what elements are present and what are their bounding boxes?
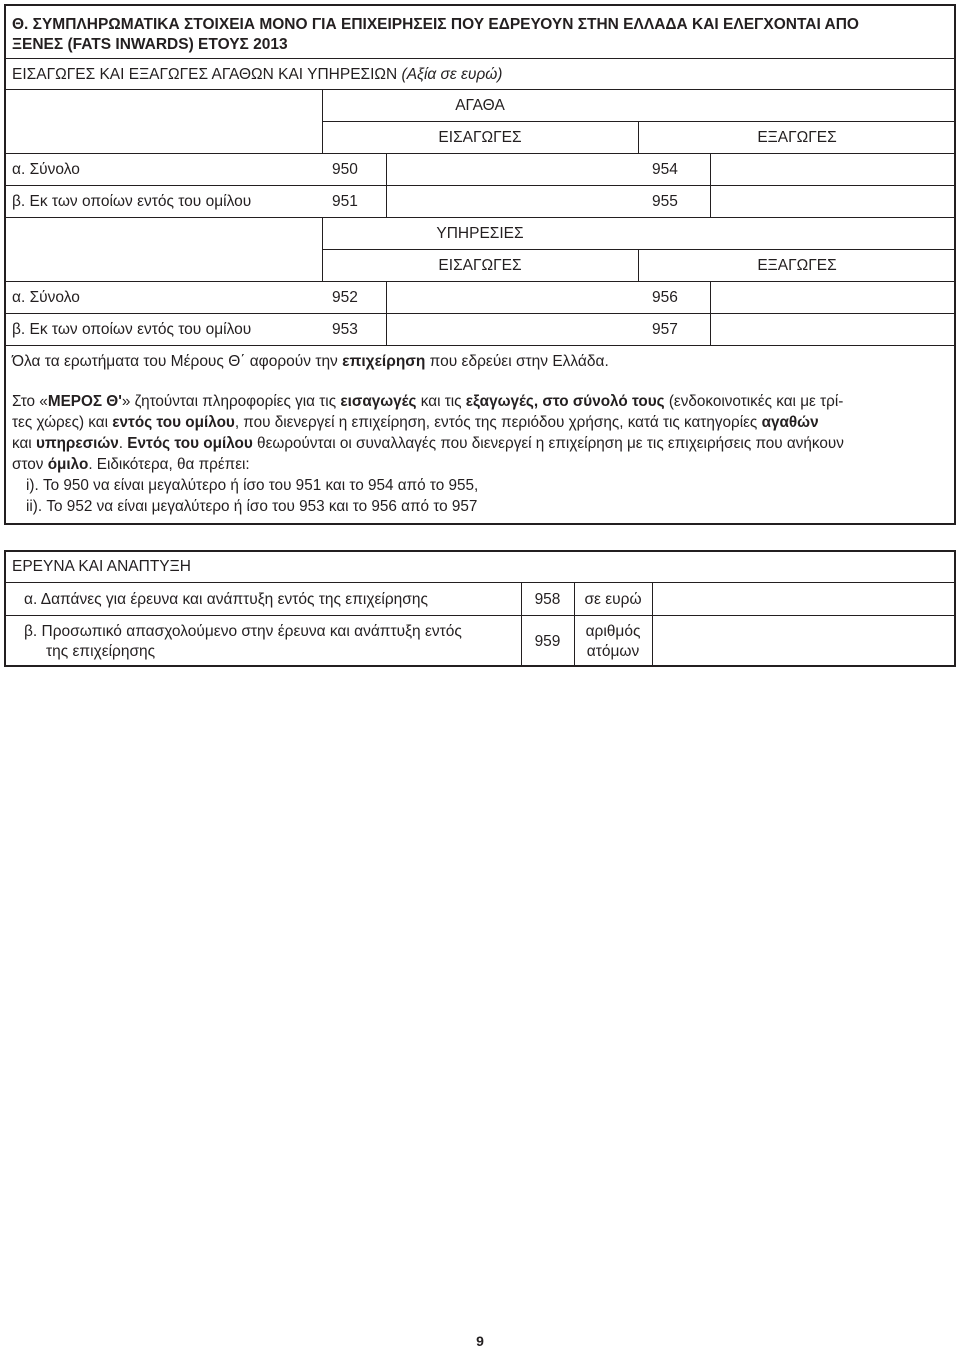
instructions-paragraph: Στο «ΜΕΡΟΣ Θ'» ζητούνται πληροφορίες για τις εισαγωγές και τις εξαγωγές, στο σύνολό τους (ενδοκοινοτικές και με τρί- τες χώρες) και εντός του ομίλου, που διενεργεί η επιχείρηση, εντός της περιόδου χρήσης, κατά τις κατηγορίες αγαθών και υπηρεσιών. Εντός του ομίλου θεωρούνται οι συναλλαγές που διενεργεί η επιχείρηση με τις επιχειρήσεις που ανήκουν στον όμιλο. Ειδικότερα, θα πρέπει: i). Το 950 να είναι μεγαλύτερο ή ίσο του 951 και το 954 από το 955, ii). Το 952 να είναι μεγαλύτερο ή ίσο του 953 και το 956 από το 957 [12, 391, 954, 517]
rnd-expenditure-input[interactable] [653, 583, 954, 615]
section-title-line1: Θ. ΣΥΜΠΛΗΡΩΜΑΤΙΚΑ ΣΤΟΙΧΕΙΑ ΜΟΝΟ ΓΙΑ ΕΠΙΧΕΙΡΗΣΕΙΣ ΠΟΥ ΕΔΡΕΥΟΥΝ ΣΤΗΝ ΕΛΛΑΔΑ ΚΑΙ ΕΛΕΓΧΟΝΤΑΙ ΑΠΟ [12, 16, 859, 33]
services-imports-label: ΕΙΣΑΓΩΓΕΣ [438, 257, 522, 274]
goods-row-group-import-code: 951 [332, 193, 358, 210]
goods-total-exports-input[interactable] [711, 154, 954, 185]
services-total-exports-input[interactable] [711, 282, 954, 313]
goods-row-total-import-code: 950 [332, 161, 358, 178]
rnd-row-a-label: α. Δαπάνες για έρευνα και ανάπτυξη εντός της επιχείρησης [24, 591, 428, 608]
goods-imports-label: ΕΙΣΑΓΩΓΕΣ [438, 129, 522, 146]
divider [4, 89, 956, 90]
rnd-title: ΕΡΕΥΝΑ ΚΑΙ ΑΝΑΠΤΥΞΗ [12, 558, 191, 575]
services-header: ΥΠΗΡΕΣΙΕΣ [436, 225, 524, 242]
scope-note: Όλα τα ερωτήματα του Μέρους Θ΄ αφορούν την επιχείρηση που εδρεύει στην Ελλάδα. [12, 353, 609, 370]
services-total-imports-input[interactable] [387, 282, 637, 313]
goods-row-total-label: α. Σύνολο [12, 161, 80, 178]
services-group-exports-input[interactable] [711, 314, 954, 345]
goods-row-group-label: β. Εκ των οποίων εντός του ομίλου [12, 193, 252, 210]
rnd-row-a-unit: σε ευρώ [584, 591, 642, 608]
rule-1: i). Το 950 να είναι μεγαλύτερο ή ίσο του 951 και το 954 από το 955, [26, 477, 479, 494]
goods-row-group-export-code: 955 [652, 193, 678, 210]
services-row-total-import-code: 952 [332, 289, 358, 306]
services-row-group-label: β. Εκ των οποίων εντός του ομίλου [12, 321, 252, 338]
goods-row-total-export-code: 954 [652, 161, 678, 178]
page-number: 9 [476, 1333, 484, 1349]
services-exports-label: ΕΞΑΓΩΓΕΣ [757, 257, 837, 274]
section-subtitle: ΕΙΣΑΓΩΓΕΣ ΚΑΙ ΕΞΑΓΩΓΕΣ ΑΓΑΘΩΝ ΚΑΙ ΥΠΗΡΕΣΙΩΝ (Αξία σε ευρώ) [12, 66, 503, 83]
rule-2: ii). Το 952 να είναι μεγαλύτερο ή ίσο του 953 και το 956 από το 957 [26, 498, 478, 515]
rnd-row-b-label-line2: της επιχείρησης [46, 643, 156, 660]
goods-total-imports-input[interactable] [387, 154, 637, 185]
section-title-line2: ΞΕΝΕΣ (FATS INWARDS) ΕΤΟΥΣ 2013 [12, 36, 288, 53]
goods-header: ΑΓΑΘΑ [455, 97, 505, 114]
services-row-group-import-code: 953 [332, 321, 358, 338]
services-row-total-label: α. Σύνολο [12, 289, 80, 306]
rnd-row-b-code: 959 [534, 633, 561, 650]
rnd-row-b-unit-line1: αριθμός [585, 623, 641, 640]
goods-group-exports-input[interactable] [711, 186, 954, 217]
rnd-row-b-unit-line2: ατόμων [586, 643, 640, 660]
divider [4, 58, 956, 59]
services-row-total-export-code: 956 [652, 289, 678, 306]
rnd-row-b-label-line1: β. Προσωπικό απασχολούμενο στην έρευνα και ανάπτυξη εντός [24, 623, 462, 640]
services-row-group-export-code: 957 [652, 321, 678, 338]
services-group-imports-input[interactable] [387, 314, 637, 345]
rnd-personnel-input[interactable] [653, 616, 954, 665]
goods-group-imports-input[interactable] [387, 186, 637, 217]
rnd-row-a-code: 958 [534, 591, 561, 608]
goods-exports-label: ΕΞΑΓΩΓΕΣ [757, 129, 837, 146]
